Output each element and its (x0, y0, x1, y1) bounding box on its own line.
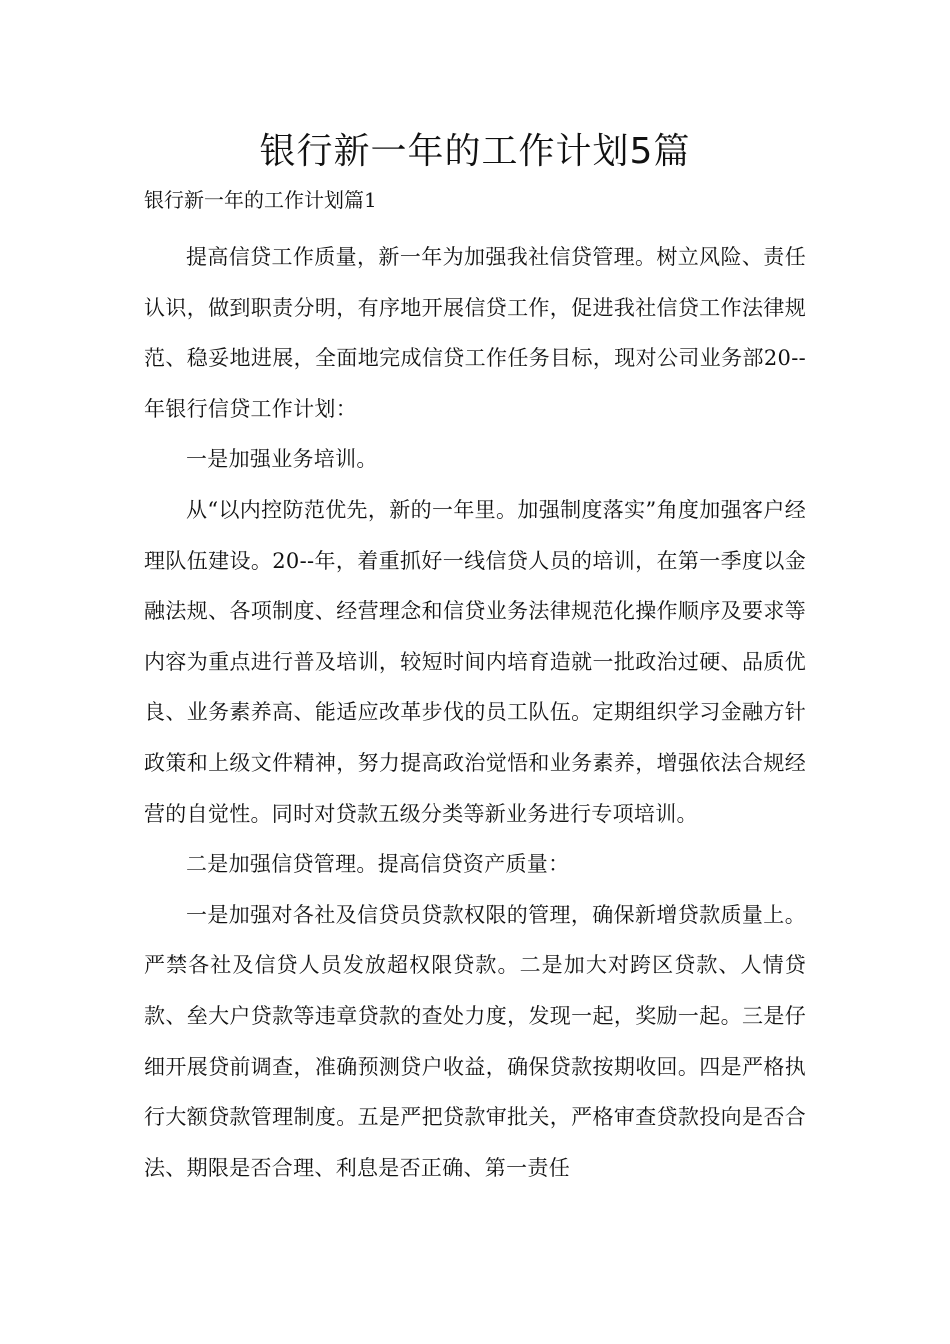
paragraph: 一是加强对各社及信贷员贷款权限的管理，确保新增贷款质量上。严禁各社及信贷人员发放超权限贷款。二是加大对跨区贷款、人情贷款、垒大户贷款等违章贷款的查处力度，发现一起，奖励一起。三是仔细开展贷前调查，准确预测贷户收益，确保贷款按期收回。四是严格执行大额贷款管理制度。五是严把贷款审批关，严格审查贷款投向是否合法、期限是否合理、利息是否正确、第一责任 (144, 902, 806, 1180)
document-body (144, 232, 806, 1193)
section-heading: 银行新一年的工作计划篇1 (144, 188, 377, 212)
paragraph: 从“以内控防范优先，新的一年里。加强制度落实”角度加强客户经理队伍建设。20--年，着重抓好一线信贷人员的培训，在第一季度以金融法规、各项制度、经营理念和信贷业务法律规范化操作顺序及要求等内容为重点进行普及培训，较短时间内培育造就一批政治过硬、品质优良、业务素养高、能适应改革步伐的员工队伍。定期组织学习金融方针政策和上级文件精神，努力提高政治觉悟和业务素养，增强依法合规经营的自觉性。同时对贷款五级分类等新业务进行专项培训。 (144, 497, 806, 826)
document-title: 银行新一年的工作计划5篇 (259, 131, 691, 172)
paragraph: 提高信贷工作质量，新一年为加强我社信贷管理。树立风险、责任认识，做到职责分明，有序地开展信贷工作，促进我社信贷工作法律规范、稳妥地进展，全面地完成信贷工作任务目标，现对公司业务部20--年银行信贷工作计划： (144, 245, 806, 421)
paragraph: 二是加强信贷管理。提高信贷资产质量： (186, 852, 570, 877)
paragraph: 一是加强业务培训。 (186, 447, 378, 472)
